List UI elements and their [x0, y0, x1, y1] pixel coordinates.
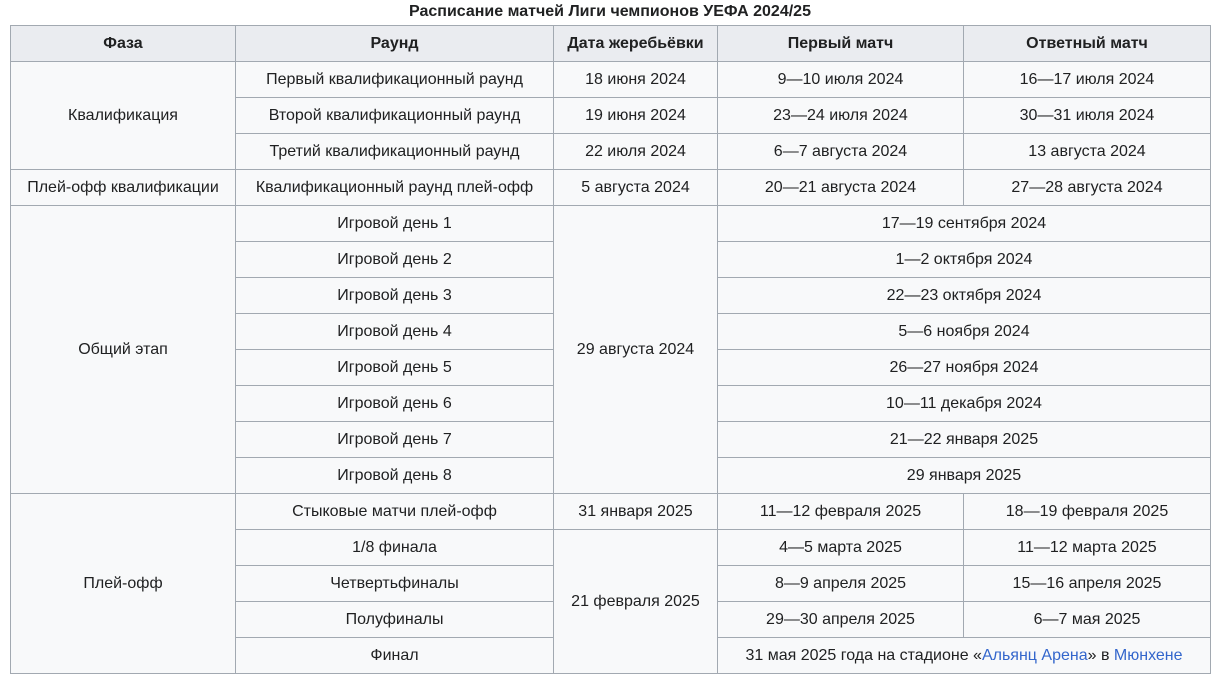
round-cell: Полуфиналы — [236, 602, 554, 638]
round-cell: Второй квалификационный раунд — [236, 98, 554, 134]
second-leg-cell: 18—19 февраля 2025 — [964, 494, 1211, 530]
table-row — [11, 494, 1211, 530]
second-leg-cell: 11—12 марта 2025 — [964, 530, 1211, 566]
round-cell: Третий квалификационный раунд — [236, 134, 554, 170]
second-leg-cell: 30—31 июля 2024 — [964, 98, 1211, 134]
draw-cell: 22 июля 2024 — [554, 134, 718, 170]
round-cell: Игровой день 6 — [236, 386, 554, 422]
round-cell: Игровой день 7 — [236, 422, 554, 458]
first-leg-cell: 23—24 июля 2024 — [718, 98, 964, 134]
header-round: Раунд — [236, 26, 554, 62]
table-row — [11, 206, 1211, 242]
header-first-leg: Первый матч — [718, 26, 964, 62]
phase-cell-knockout: Плей-офф — [11, 494, 236, 674]
phase-cell-league: Общий этап — [11, 206, 236, 494]
matchday-dates-cell: 26—27 ноября 2024 — [718, 350, 1211, 386]
matchday-dates-cell: 1—2 октября 2024 — [718, 242, 1211, 278]
matchday-dates-cell: 17—19 сентября 2024 — [718, 206, 1211, 242]
first-leg-cell: 20—21 августа 2024 — [718, 170, 964, 206]
matchday-dates-cell: 10—11 декабря 2024 — [718, 386, 1211, 422]
table-row — [11, 62, 1211, 98]
draw-cell: 31 января 2025 — [554, 494, 718, 530]
matchday-dates-cell: 5—6 ноября 2024 — [718, 314, 1211, 350]
phase-cell-qual-playoff: Плей-офф квалификации — [11, 170, 236, 206]
second-leg-cell: 27—28 августа 2024 — [964, 170, 1211, 206]
matchday-dates-cell: 22—23 октября 2024 — [718, 278, 1211, 314]
matchday-dates-cell: 21—22 января 2025 — [718, 422, 1211, 458]
round-cell: Игровой день 2 — [236, 242, 554, 278]
round-cell: 1/8 финала — [236, 530, 554, 566]
round-cell: Первый квалификационный раунд — [236, 62, 554, 98]
first-leg-cell: 11—12 февраля 2025 — [718, 494, 964, 530]
round-cell: Игровой день 4 — [236, 314, 554, 350]
round-cell: Четвертьфиналы — [236, 566, 554, 602]
header-draw-date: Дата жеребьёвки — [554, 26, 718, 62]
phase-cell-qualifying: Квалификация — [11, 62, 236, 170]
first-leg-cell: 4—5 марта 2025 — [718, 530, 964, 566]
stadium-link[interactable]: Альянц Арена — [981, 646, 1088, 664]
second-leg-cell: 6—7 мая 2025 — [964, 602, 1211, 638]
draw-cell: 29 августа 2024 — [554, 206, 718, 494]
round-cell: Игровой день 1 — [236, 206, 554, 242]
first-leg-cell: 6—7 августа 2024 — [718, 134, 964, 170]
header-row — [11, 26, 1211, 62]
header-phase: Фаза — [11, 26, 236, 62]
draw-cell: 5 августа 2024 — [554, 170, 718, 206]
round-cell: Игровой день 5 — [236, 350, 554, 386]
second-leg-cell: 16—17 июля 2024 — [964, 62, 1211, 98]
first-leg-cell: 9—10 июля 2024 — [718, 62, 964, 98]
second-leg-cell: 15—16 апреля 2025 — [964, 566, 1211, 602]
table-caption: Расписание матчей Лиги чемпионов УЕФА 2024/25 — [409, 3, 811, 20]
table-row — [11, 170, 1211, 206]
final-text-middle: » в — [1087, 646, 1114, 664]
first-leg-cell: 29—30 апреля 2025 — [718, 602, 964, 638]
header-second-leg: Ответный матч — [964, 26, 1211, 62]
city-link[interactable]: Мюнхене — [1113, 646, 1183, 664]
matchday-dates-cell: 29 января 2025 — [718, 458, 1211, 494]
draw-cell: 21 февраля 2025 — [554, 530, 718, 674]
schedule-table — [10, 25, 1211, 674]
round-cell: Игровой день 8 — [236, 458, 554, 494]
draw-cell: 19 июня 2024 — [554, 98, 718, 134]
first-leg-cell: 8—9 апреля 2025 — [718, 566, 964, 602]
final-info-cell — [718, 638, 1211, 674]
round-cell: Финал — [236, 638, 554, 674]
second-leg-cell: 13 августа 2024 — [964, 134, 1211, 170]
round-cell: Стыковые матчи плей-офф — [236, 494, 554, 530]
draw-cell: 18 июня 2024 — [554, 62, 718, 98]
round-cell: Квалификационный раунд плей-офф — [236, 170, 554, 206]
final-text-before: 31 мая 2025 года на стадионе « — [745, 646, 982, 664]
round-cell: Игровой день 3 — [236, 278, 554, 314]
